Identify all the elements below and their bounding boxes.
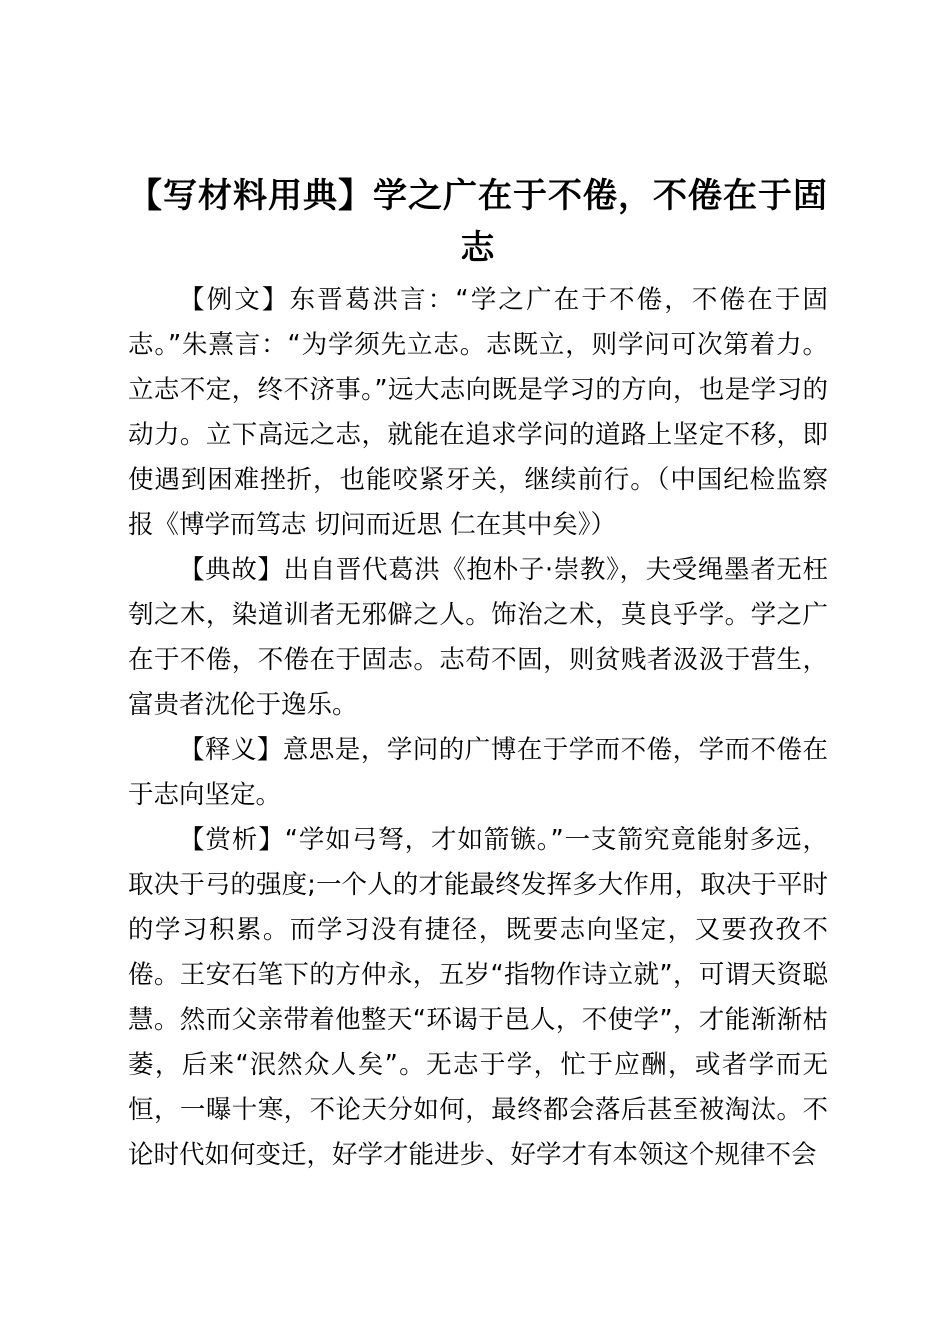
paragraph-example: 【例文】东晋葛洪言：“学之广在于不倦，不倦在于固志。”朱熹言：“为学须先立志。志既立，则学问可次第着力。立志不定，终不济事。”远大志向既是学习的方向，也是学习的动力。立下高远之志，就能在追求学问的道路上坚定不移，即使遇到困难挫折，也能咬紧牙关，继续前行。（中国纪检监察报《博学而笃志 切问而近思 仁在其中矣》） [128,285,828,540]
paragraph-appreciation: 【赏析】“学如弓弩，才如箭镞。”一支箭究竟能射多远，取决于弓的强度;一个人的才能最终发挥多大作用，取决于平时的学习积累。而学习没有捷径，既要志向坚定，又要孜孜不倦。王安石笔下的方仲永，五岁“指物作诗立就”，可谓天资聪慧。然而父亲带着他整天“环谒于邑人，不使学”，才能渐渐枯萎，后来“泯然众人矣”。无志于学，忙于应酬，或者学而无恒，一曝十寒，不论天分如何，最终都会落后甚至被淘汰。不论时代如何变迁，好学才能进步、好学才有本领这个规律不会 [128,825,828,1170]
paragraph-meaning: 【释义】意思是，学问的广博在于学而不倦，学而不倦在于志向坚定。 [128,735,828,810]
paragraph-allusion: 【典故】出自晋代葛洪《抱朴子·崇教》，夫受绳墨者无枉刳之木，染道训者无邪僻之人。饰治之术，莫良乎学。学之广在于不倦，不倦在于固志。志苟不固，则贫贱者汲汲于营生，富贵者沈伦于逸乐。 [128,555,828,720]
document-body [128,278,828,1178]
document-title: 【写材料用典】学之广在于不倦，不倦在于固志 [128,176,828,268]
